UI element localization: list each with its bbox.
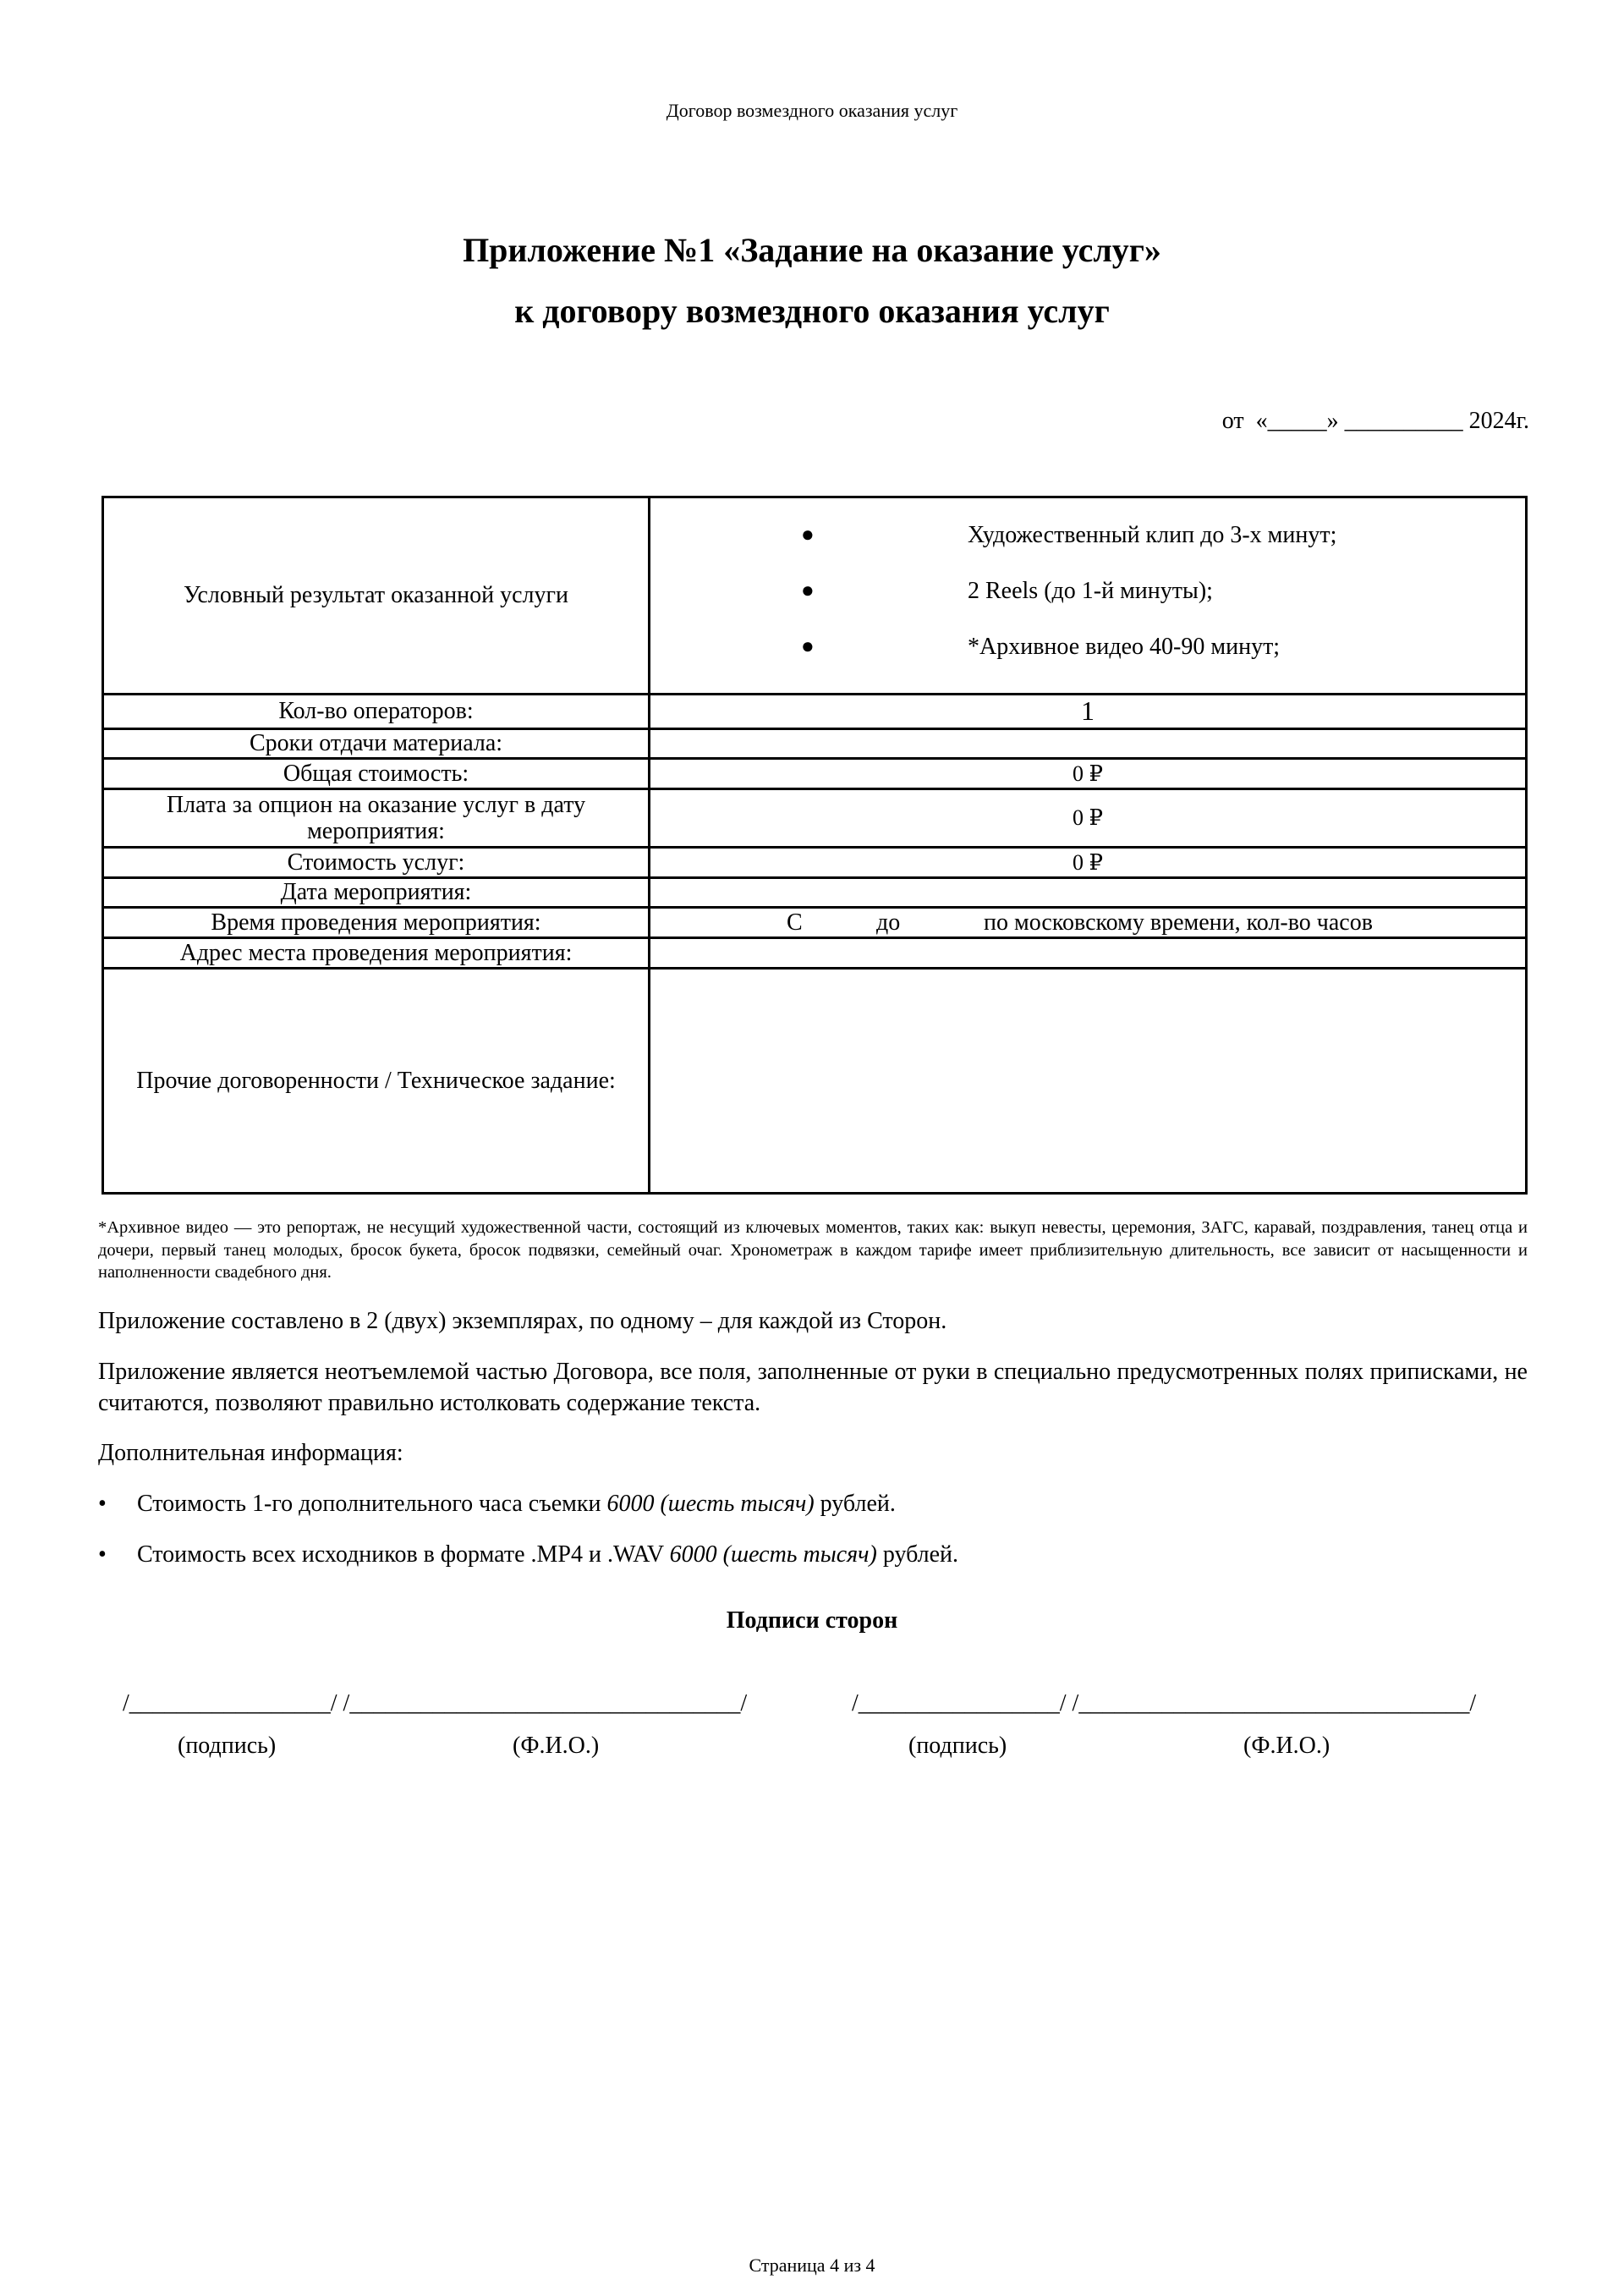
deadline-label: Сроки отдачи материала: [249,730,503,757]
bullet-icon: • [98,1491,107,1517]
bullet-icon: ● [801,634,815,658]
time-from-label: С [787,909,803,936]
time-to-label: до [876,909,901,936]
signature-line-right[interactable]: /_________________/ /_________________________________/ [852,1690,1477,1717]
signature-line-left[interactable]: /_________________/ /_________________________________/ [123,1690,748,1717]
footnote: *Архивное видео — это репортаж, не несущий художественной части, состоящий из ключевых моментов, таких как: выкуп невесты, церемония, ЗАГС, каравай, поздравления, танец отца и дочери, первый танец молодых, бросок букета, бросок подвязки, семейный очаг. Хронометраж в каждом тарифе имеет приблизительную длительность, все зависит от насыщенности и наполненности свадебного дня. [98,1218,1528,1283]
event-time-value[interactable] [650,909,1525,937]
bullet-icon: ● [801,578,815,602]
operators-value: 1 [1081,695,1095,727]
name-caption: (Ф.И.О.) [513,1733,600,1759]
bullet-icon: • [98,1541,107,1568]
signature-caption: (подпись) [178,1733,277,1759]
copies-paragraph: Приложение составлено в 2 (двух) экземплярах, по одному – для каждой из Сторон. [98,1308,947,1334]
option-fee-label: Плата за опцион на оказание услуг в дату мероприятия: [166,791,586,844]
appendix-subtitle: к договору возмездного оказания услуг [514,292,1110,330]
date-line: от «_____» __________ 2024г. [1221,408,1529,434]
signatures-title: Подписи сторон [726,1607,898,1634]
other-terms-value[interactable] [650,969,1525,1192]
document-header: Договор возмездного оказания услуг [666,100,958,121]
other-terms-label: Прочие договоренности / Техническое задание: [136,1067,616,1094]
page-number: Страница 4 из 4 [749,2255,875,2276]
option-fee-value: 0 ₽ [1072,805,1104,831]
total-cost-label: Общая стоимость: [283,760,469,787]
operators-label: Кол-во операторов: [278,698,474,725]
address-label: Адрес места проведения мероприятия: [179,939,573,966]
event-date-value[interactable] [650,879,1525,906]
signature-caption: (подпись) [908,1733,1007,1759]
event-time-label: Время проведения мероприятия: [211,909,541,936]
result-list: ● Художественный клип до 3-х минут; ● 2 Reels (до 1-й минуты); ● *Архивное видео 40-90 минут; [801,522,1337,660]
deadline-value[interactable] [650,730,1525,757]
address-value[interactable] [650,939,1525,967]
additional-info-label: Дополнительная информация: [98,1440,403,1466]
service-cost-value: 0 ₽ [1072,849,1104,875]
service-task-table [102,496,1528,1195]
name-caption: (Ф.И.О.) [1243,1733,1330,1759]
time-suffix: по московскому времени, кол-во часов [984,909,1373,936]
total-cost-value: 0 ₽ [1072,761,1104,786]
appendix-title: Приложение №1 «Задание на оказание услуг» [463,231,1161,269]
bullet-icon: ● [801,522,815,547]
event-date-label: Дата мероприятия: [280,879,472,906]
result-label: Условный результат оказанной услуги [184,582,568,609]
integral-part-paragraph: Приложение является неотъемлемой частью Договора, все поля, заполненные от руки в специально предусмотренных полях приписками, не считаются, позволяют правильно истолковать содержание текста. [98,1359,1528,1416]
service-cost-label: Стоимость услуг: [287,849,465,876]
